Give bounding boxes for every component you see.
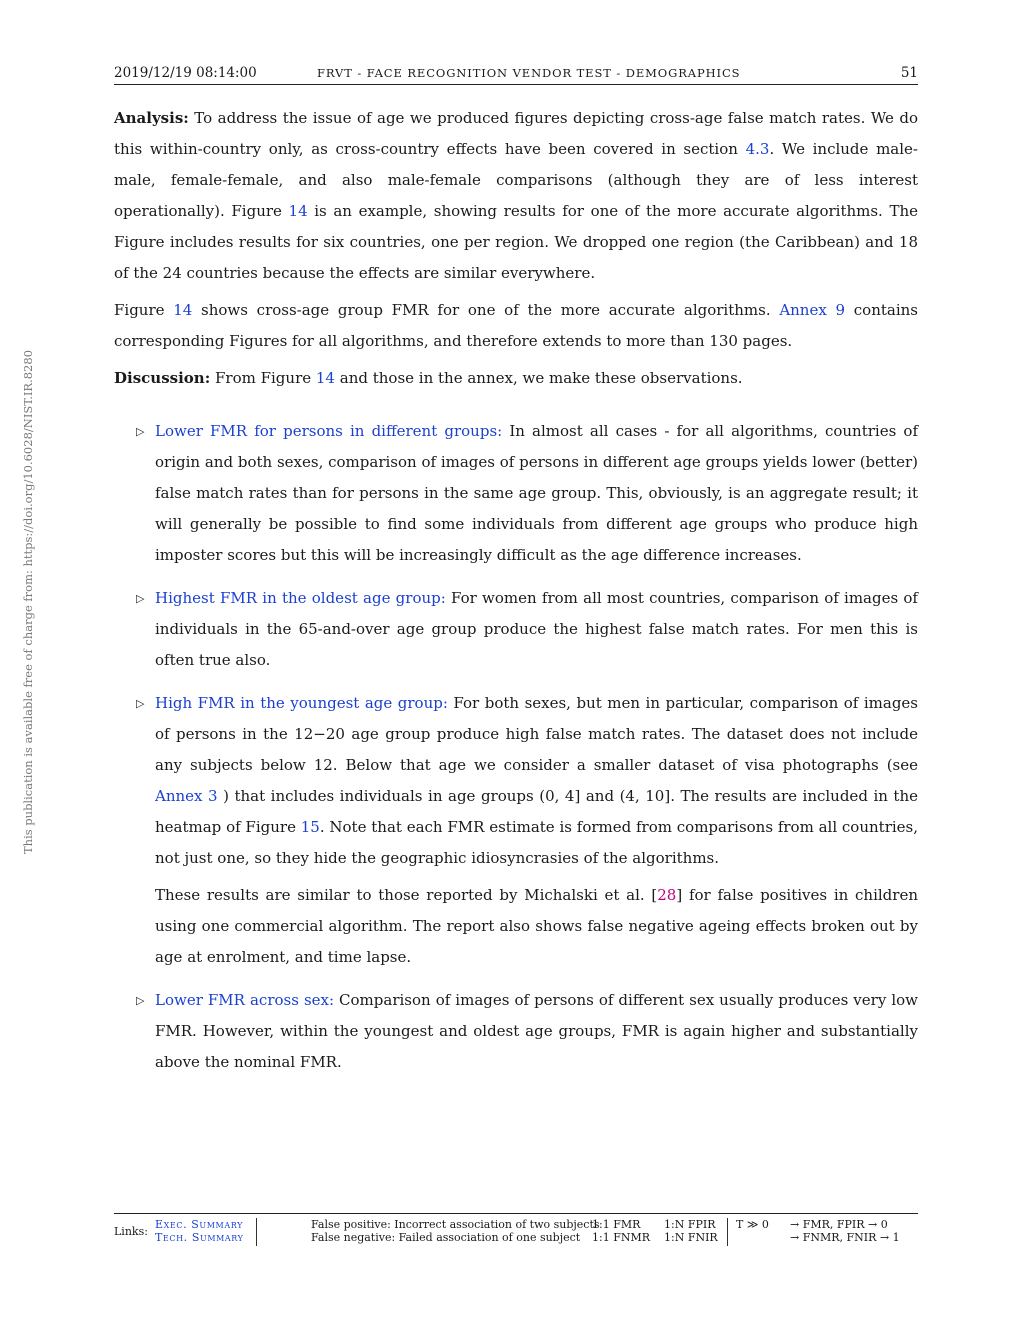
section-link[interactable]: 4.3 (745, 140, 770, 158)
analysis-label: Analysis: (114, 109, 189, 127)
list-item: ▷ High FMR in the youngest age group: For both sexes, but men in particular, comparison of images of persons in the 12−20 age group produce high false match rates. The dataset does not include any subjects below 12. Below that age we consider a smaller dataset of visa photographs (see Annex 3 ) that includes individuals in age groups (0, 4] and (4, 10]. The results are included in the heatmap of Figure 15. Note that each FMR estimate is formed from comparisons from all countries, not just one, so they hide the geographic idiosyncrasies of the algorithms. These results are similar to those reported by Michalski et al. [28] for false positives in children using one commercial algorithm. The report also shows false negative ageing effects broken out by age at enrolment, and time lapse. (114, 688, 918, 973)
triangle-bullet-icon: ▷ (136, 994, 145, 1007)
figure-link[interactable]: 14 (315, 369, 335, 387)
fpir-label: 1:N FPIR (664, 1218, 716, 1231)
bullet-title[interactable]: Highest FMR in the oldest age group: (155, 589, 446, 607)
header-date: 2019/12/19 08:14:00 (114, 65, 257, 81)
discussion-paragraph: Discussion: From Figure 14 and those in the annex, we make these observations. (114, 369, 743, 387)
triangle-bullet-icon: ▷ (136, 425, 145, 438)
observation-list (114, 416, 918, 1078)
links-label: Links: (114, 1225, 148, 1238)
list-item: ▷ Lower FMR across sex: Comparison of images of persons of different sex usually produces very low FMR. However, within the youngest and oldest age groups, FMR is again higher and substantially above the nominal FMR. (114, 985, 918, 1078)
main-content (114, 103, 918, 1090)
page-footer (114, 1213, 918, 1254)
citation-link[interactable]: 28 (657, 886, 677, 904)
bullet-title[interactable]: Lower FMR across sex: (155, 991, 335, 1009)
fnmr-label: 1:1 FNMR (592, 1231, 651, 1244)
false-positive-definition: False positive: Incorrect association of two subjects (311, 1218, 600, 1231)
analysis-paragraph: Analysis: To address the issue of age we produced figures depicting cross-age false match rates. We do this within-country only, as cross-country effects have been covered in section 4.3. We include male-male, female-female, and also male-female comparisons (although they are of less interest operationally). Figure 14 is an example, showing results for one of the more accurate algorithms. The Figure includes results for six countries, one per region. We dropped one region (the Caribbean) and 18 of the 24 countries because the effects are similar everywhere. (114, 109, 918, 282)
tech-summary-link[interactable]: Tech. Summary (155, 1231, 244, 1244)
high-threshold-effect: → FNMR, FNIR → 1 (790, 1231, 900, 1244)
fmr-label: 1:1 FMR (592, 1218, 641, 1231)
threshold-label: T ≫ 0 (736, 1218, 769, 1231)
fnir-label: 1:N FNIR (664, 1231, 718, 1244)
footer-divider (727, 1218, 728, 1246)
figure-link[interactable]: 15 (300, 818, 320, 836)
page-number: 51 (900, 65, 918, 81)
triangle-bullet-icon: ▷ (136, 592, 145, 605)
page-header (114, 64, 918, 85)
list-item: ▷ Highest FMR in the oldest age group: For women from all most countries, comparison of images of individuals in the 65-and-over age group produce the highest false match rates. For men this is often true also. (114, 583, 918, 676)
annex-link[interactable]: Annex 9 (779, 301, 846, 319)
triangle-bullet-icon: ▷ (136, 697, 145, 710)
bullet-title[interactable]: High FMR in the youngest age group: (155, 694, 448, 712)
figure-link[interactable]: 14 (288, 202, 308, 220)
false-negative-definition: False negative: Failed association of one subject (311, 1231, 581, 1244)
bullet-title[interactable]: Lower FMR for persons in different groups: (155, 422, 503, 440)
footer-divider (256, 1218, 257, 1246)
header-title: FRVT - FACE RECOGNITION VENDOR TEST - DEMOGRAPHICS (317, 66, 741, 80)
doi-sidebar-text: This publication is available free of charge from: https://doi.org/10.6028/NIST.IR.8280 (21, 349, 35, 855)
exec-summary-link[interactable]: Exec. Summary (155, 1218, 243, 1231)
low-threshold-effect: → FMR, FPIR → 0 (790, 1218, 888, 1231)
figure-link[interactable]: 14 (173, 301, 193, 319)
list-item: ▷ Lower FMR for persons in different groups: In almost all cases - for all algorithms, countries of origin and both sexes, comparison of images of persons in different age groups yields lower (better) false match rates than for persons in the same age group. This, obviously, is an aggregate result; it will generally be possible to find some individuals from different age groups who produce high imposter scores but this will be increasingly difficult as the age difference increases. (114, 416, 918, 571)
figure-paragraph: Figure 14 shows cross-age group FMR for one of the more accurate algorithms. Annex 9 contains corresponding Figures for all algorithms, and therefore extends to more than 130 pages. (114, 301, 918, 350)
annex-link[interactable]: Annex 3 (155, 787, 218, 805)
discussion-label: Discussion: (114, 369, 211, 387)
